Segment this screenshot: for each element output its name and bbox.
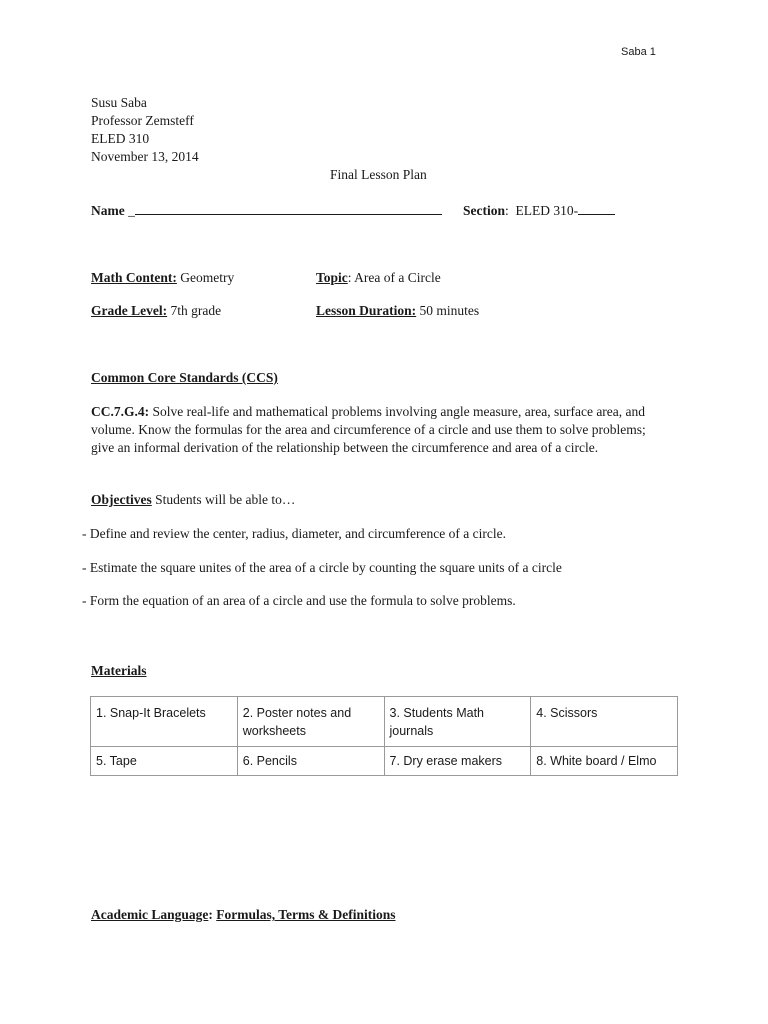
objective-item: - Estimate the square unites of the area of a circle by counting the square units of a circle	[82, 560, 562, 575]
section-colon: :	[505, 203, 509, 218]
author-name: Susu Saba	[91, 95, 147, 110]
name-blank	[135, 201, 442, 215]
math-content	[91, 270, 234, 286]
objectives-intro: Students will be able to…	[151, 492, 296, 507]
lesson-duration-label: Lesson Duration:	[316, 303, 417, 318]
grade-level-label: Grade Level:	[91, 303, 168, 318]
table-cell: 5. Tape	[91, 747, 238, 776]
objective-item: - Define and review the center, radius, diameter, and circumference of a circle.	[82, 526, 506, 541]
name-prefix: _	[128, 203, 135, 218]
table-cell: 3. Students Math journals	[384, 697, 531, 747]
table-cell: 6. Pencils	[237, 747, 384, 776]
topic-value: : Area of a Circle	[347, 270, 441, 285]
professor-name: Professor Zemsteff	[91, 113, 194, 128]
table-cell: 2. Poster notes and worksheets	[237, 697, 384, 747]
math-content-label: Math Content:	[91, 270, 177, 285]
grade-level	[91, 303, 221, 319]
table-cell: 1. Snap-It Bracelets	[91, 697, 238, 747]
table-cell: 7. Dry erase makers	[384, 747, 531, 776]
ccs-code: CC.7.G.4:	[91, 404, 150, 419]
grade-level-value: 7th grade	[170, 303, 222, 318]
name-line	[91, 201, 442, 219]
name-label: Name	[91, 203, 125, 218]
page-title: Final Lesson Plan	[330, 167, 427, 182]
ccs-heading: Common Core Standards (CCS)	[91, 370, 278, 385]
topic-label: Topic	[316, 270, 348, 285]
section-line	[463, 201, 615, 219]
table-row	[91, 697, 678, 747]
document-date: November 13, 2014	[91, 149, 199, 164]
academic-language-line	[91, 907, 396, 923]
math-content-value: Geometry	[180, 270, 235, 285]
table-row	[91, 747, 678, 776]
objectives-line	[91, 492, 295, 508]
running-head: Saba 1	[621, 46, 656, 58]
academic-language-value: Formulas, Terms & Definitions	[216, 907, 396, 922]
section-blank	[578, 201, 615, 215]
lesson-duration-value: 50 minutes	[419, 303, 480, 318]
section-value: ELED 310-	[515, 203, 579, 218]
table-cell: 4. Scissors	[531, 697, 678, 747]
materials-table	[90, 696, 678, 776]
lesson-duration	[316, 303, 479, 319]
section-label: Section	[463, 203, 505, 218]
course-code: ELED 310	[91, 131, 150, 146]
topic	[316, 270, 441, 286]
ccs-paragraph	[91, 403, 671, 457]
academic-language-colon: :	[208, 907, 217, 922]
academic-language-label: Academic Language	[91, 907, 209, 922]
ccs-text: Solve real-life and mathematical problems involving angle measure, area, surface area, and volume. Know the formulas for the area and circumference of a circle and use them to solve problems; give an informal derivation of the relationship between the circumference and area of a circle.	[91, 404, 646, 455]
materials-heading: Materials	[91, 663, 147, 678]
objective-item: - Form the equation of an area of a circle and use the formula to solve problems.	[82, 593, 516, 608]
table-cell: 8. White board / Elmo	[531, 747, 678, 776]
objectives-label: Objectives	[91, 492, 152, 507]
